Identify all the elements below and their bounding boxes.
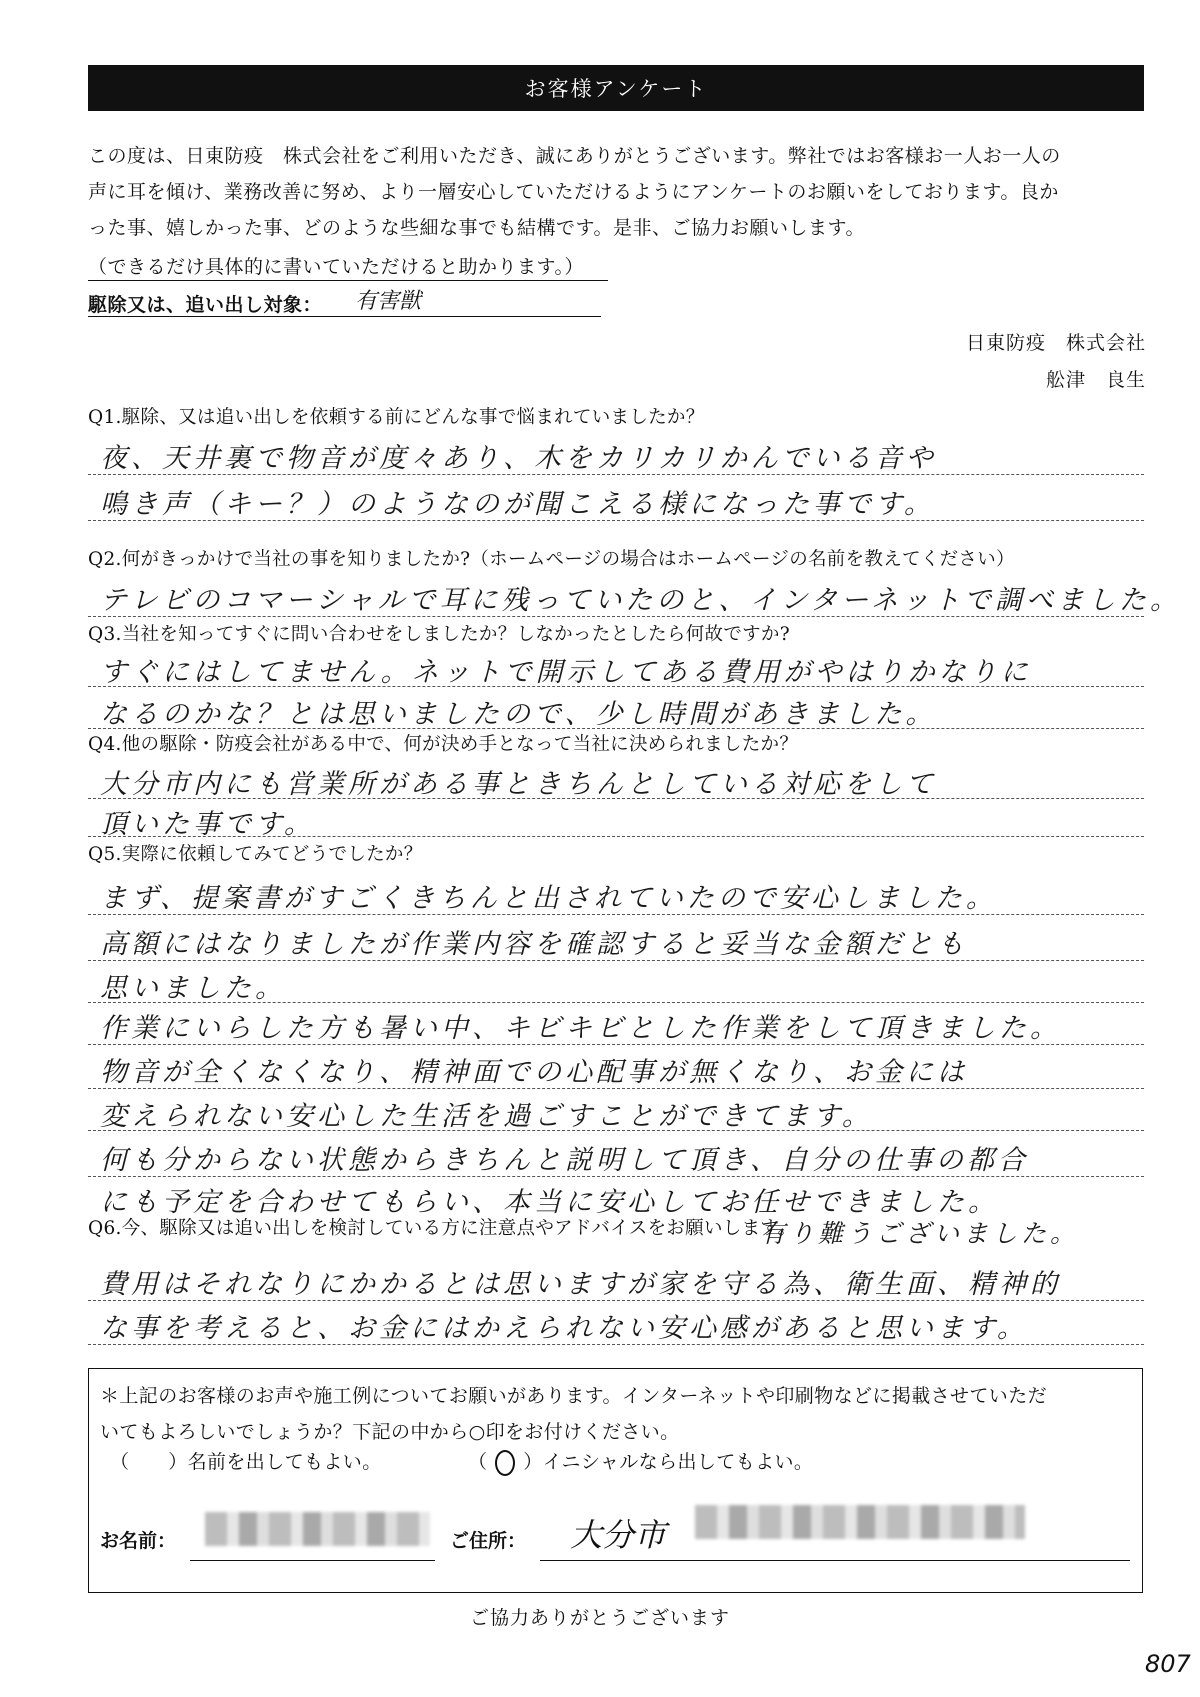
answer-5-line: 高額にはなりましたが作業内容を確認すると妥当な金額だとも	[100, 929, 968, 960]
answer-5-line: 作業にいらした方も暑い中、キビキビとした作業をして頂きました。	[100, 1013, 1061, 1044]
redacted-address	[695, 1505, 1025, 1539]
answer-5-line: 変えられない安心した生活を過ごすことができてます。	[100, 1101, 873, 1132]
answer-6-line: 費用はそれなりにかかるとは思いますが家を守る為、衛生面、精神的	[100, 1269, 1061, 1300]
option-initials-label: ）イニシャルなら出してもよい。	[523, 1451, 814, 1473]
answer-6-line: な事を考えると、お金にはかえられない安心感があると思います。	[100, 1313, 1028, 1344]
page-number: 807	[1145, 1650, 1191, 1678]
question-6: Q6.今、駆除又は追い出しを検討している方に注意点やアドバイスをお願いします。	[88, 1218, 797, 1239]
target-underline	[88, 316, 601, 317]
answer-5-line: 有り難うございました。	[760, 1219, 1080, 1248]
circle-mark-icon	[495, 1450, 515, 1476]
answer-rule	[88, 1044, 1144, 1045]
thanks-message: ご協力ありがとうございます	[469, 1607, 730, 1629]
answer-rule	[88, 914, 1144, 915]
note-underline	[88, 280, 608, 281]
answer-5-line: 何も分からない状態からきちんと説明して頂き、自分の仕事の都合	[100, 1145, 1029, 1176]
question-2: Q2.何がきっかけで当社の事を知りましたか?（ホームページの場合はホームページの名前を教えてください）	[88, 549, 1015, 570]
option-initials-ok[interactable]	[468, 1447, 813, 1476]
answer-rule	[88, 474, 1144, 475]
question-3: Q3.当社を知ってすぐに問い合わせをしましたか？しなかったとしたら何故ですか?	[88, 624, 790, 645]
staff-name: 舩津 良生	[1045, 369, 1146, 391]
answer-rule	[88, 686, 1144, 687]
intro-text	[88, 138, 1148, 246]
consent-notice	[100, 1378, 1140, 1450]
answer-rule	[88, 1088, 1144, 1089]
option-bracket: （	[468, 1451, 488, 1473]
answer-rule	[88, 798, 1144, 799]
answer-rule	[88, 1300, 1144, 1301]
answer-4-line: 大分市内にも営業所がある事ときちんとしている対応をして	[100, 769, 937, 800]
answer-rule	[88, 1130, 1144, 1131]
answer-1-line: 夜、天井裏で物音が度々あり、木をカリカリかんでいる音や	[100, 443, 937, 474]
intro-line: った事、嬉しかった事、どのような些細な事でも結構です。是非、ご協力お願いします。	[88, 217, 865, 239]
answer-rule	[88, 520, 1144, 521]
intro-note: （できるだけ具体的に書いていただけると助かります。）	[88, 256, 584, 278]
intro-line: この度は、日東防疫 株式会社をご利用いただき、誠にありがとうございます。弊社ではお客様お一人お一人の	[88, 145, 1061, 167]
intro-line: 声に耳を傾け、業務改善に努め、より一層安心していただけるようにアンケートのお願いをしております。良か	[88, 181, 1059, 203]
answer-5-line: にも予定を合わせてもらい、本当に安心してお任せできました。	[100, 1187, 999, 1218]
answer-rule	[88, 1002, 1144, 1003]
name-underline	[190, 1560, 435, 1561]
option-name-ok[interactable]: （ ）名前を出してもよい。	[110, 1451, 382, 1473]
answer-5-line: 物音が全くなくなり、精神面での心配事が無くなり、お金には	[100, 1057, 968, 1088]
address-label: ご住所：	[450, 1530, 527, 1552]
answer-3-line: すぐにはしてません。ネットで開示してある費用がやはりかなりに	[100, 657, 1032, 688]
survey-title: お客様アンケート	[88, 65, 1144, 111]
answer-rule	[88, 1344, 1144, 1345]
answer-3-line: なるのかな？とは思いましたので、少し時間があきました。	[100, 699, 937, 730]
answer-rule	[88, 960, 1144, 961]
target-value: 有害獣	[355, 289, 422, 314]
answer-1-line: 鳴き声（キー？）のようなのが聞こえる様になった事です。	[100, 489, 935, 520]
question-5: Q5.実際に依頼してみてどうでしたか？	[88, 844, 423, 865]
answer-rule	[88, 616, 1144, 617]
consent-line: いてもよろしいでしょうか？下記の中から○印をお付けください。	[100, 1421, 680, 1443]
answer-rule	[88, 1176, 1144, 1177]
redacted-name	[205, 1512, 430, 1546]
target-label: 駆除又は、追い出し対象：	[88, 294, 323, 316]
answer-5-line: まず、提案書がすごくきちんと出されていたので安心しました。	[100, 883, 997, 914]
name-label: お名前：	[100, 1530, 177, 1552]
answer-2-line: テレビのコマーシャルで耳に残っていたのと、インターネットで調べました。	[100, 585, 1181, 616]
question-4: Q4.他の駆除・防疫会社がある中で、何が決め手となって当社に決められましたか？	[88, 734, 799, 755]
answer-5-line: 思いました。	[100, 973, 286, 1004]
address-underline	[540, 1560, 1130, 1561]
question-1: Q1.駆除、又は追い出しを依頼する前にどんな事で悩まれていましたか？	[88, 407, 705, 428]
answer-rule	[88, 728, 1144, 729]
company-name: 日東防疫 株式会社	[965, 332, 1146, 354]
consent-line: ＊上記のお客様のお声や施工例についてお願いがあります。インターネットや印刷物などに掲載させていただ	[100, 1385, 1047, 1407]
answer-4-line: 頂いた事です。	[100, 809, 315, 840]
answer-rule	[88, 836, 1144, 837]
address-value: 大分市	[570, 1516, 667, 1554]
